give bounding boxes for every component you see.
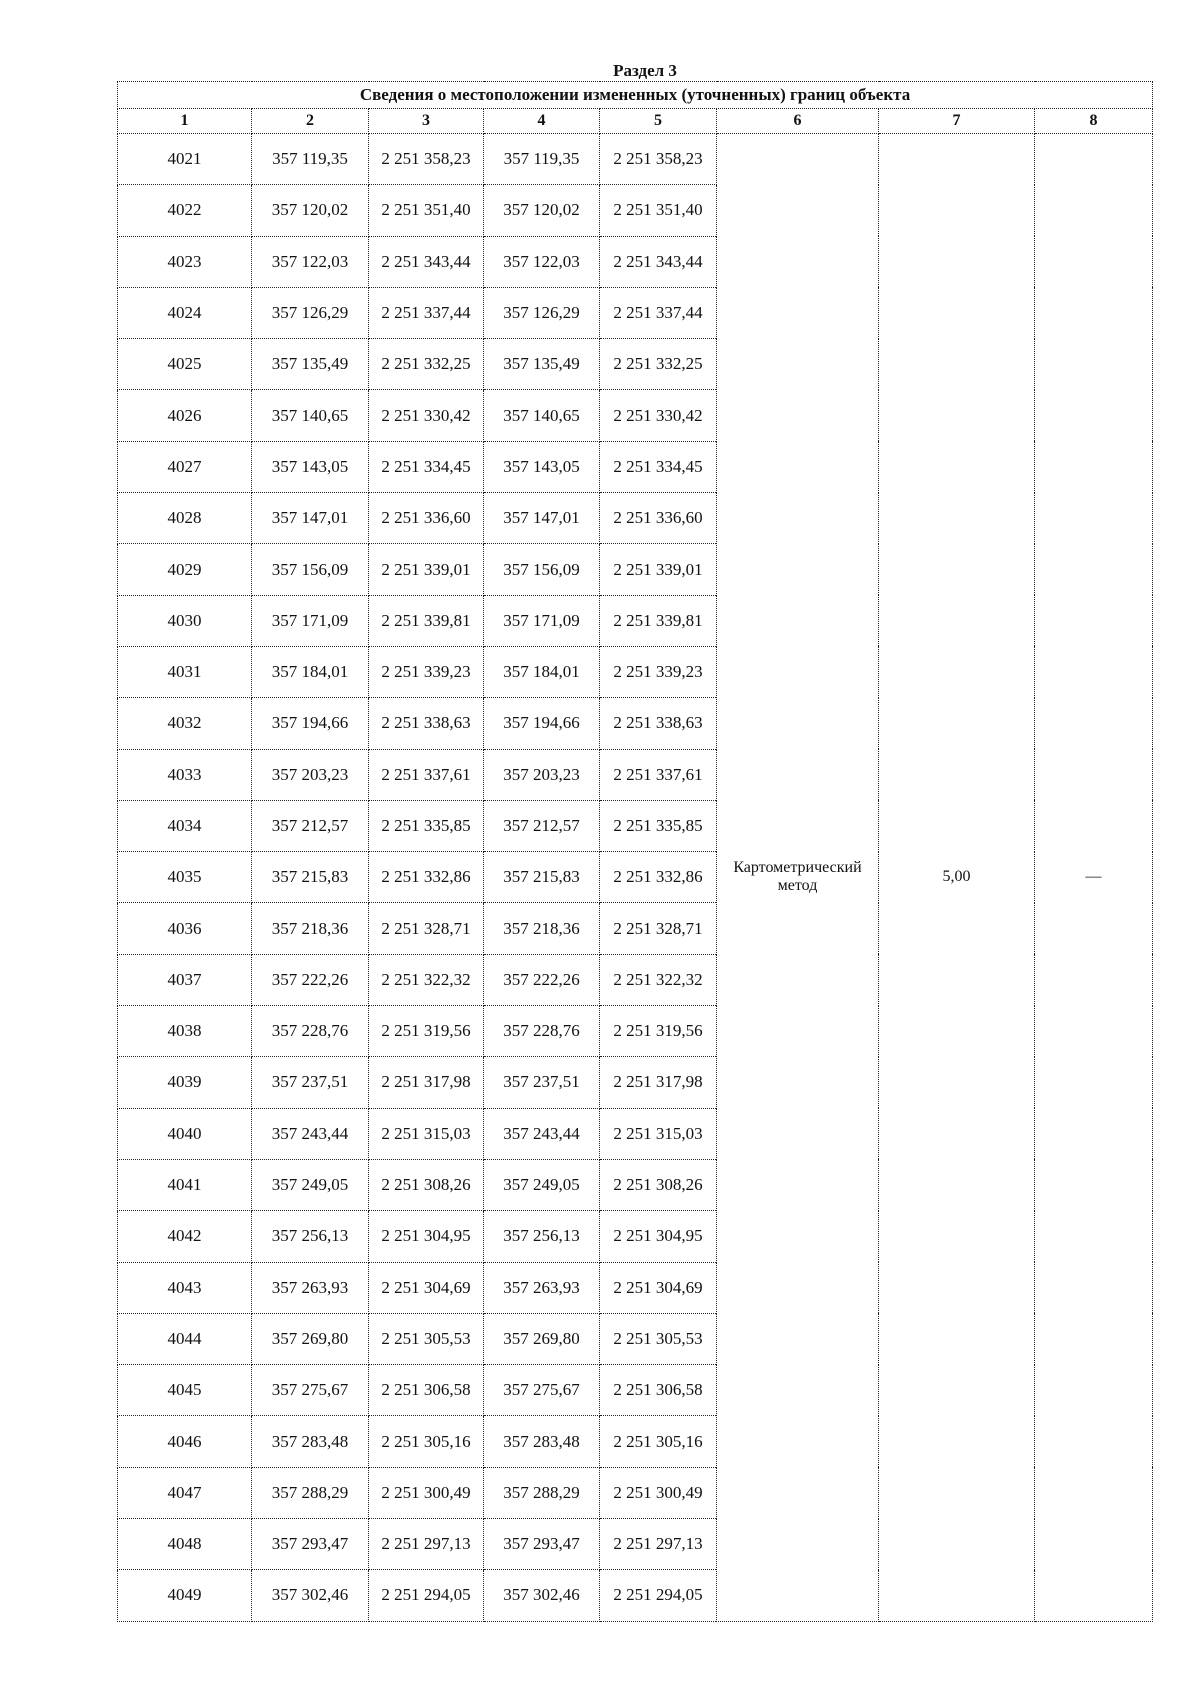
y-new-cell: 2 251 336,60	[600, 493, 717, 544]
x-existing-cell: 357 288,29	[252, 1467, 369, 1518]
point-number-cell: 4046	[118, 1416, 252, 1467]
x-new-cell: 357 126,29	[484, 287, 600, 338]
x-existing-cell: 357 140,65	[252, 390, 369, 441]
x-new-cell: 357 269,80	[484, 1313, 600, 1364]
column-number: 4	[484, 109, 600, 134]
x-existing-cell: 357 215,83	[252, 852, 369, 903]
x-new-cell: 357 135,49	[484, 339, 600, 390]
y-existing-cell: 2 251 337,61	[369, 749, 484, 800]
x-existing-cell: 357 156,09	[252, 544, 369, 595]
y-new-cell: 2 251 315,03	[600, 1108, 717, 1159]
x-new-cell: 357 184,01	[484, 646, 600, 697]
description-cell: —	[1035, 134, 1153, 1622]
y-new-cell: 2 251 330,42	[600, 390, 717, 441]
x-existing-cell: 357 122,03	[252, 236, 369, 287]
x-existing-cell: 357 275,67	[252, 1365, 369, 1416]
x-existing-cell: 357 237,51	[252, 1057, 369, 1108]
x-new-cell: 357 288,29	[484, 1467, 600, 1518]
x-existing-cell: 357 135,49	[252, 339, 369, 390]
point-number-cell: 4049	[118, 1570, 252, 1621]
point-number-cell: 4048	[118, 1519, 252, 1570]
x-existing-cell: 357 147,01	[252, 493, 369, 544]
y-new-cell: 2 251 351,40	[600, 185, 717, 236]
y-existing-cell: 2 251 305,53	[369, 1313, 484, 1364]
x-existing-cell: 357 283,48	[252, 1416, 369, 1467]
point-number-cell: 4031	[118, 646, 252, 697]
table-row	[118, 134, 1153, 185]
table-body	[118, 134, 1153, 1622]
y-existing-cell: 2 251 305,16	[369, 1416, 484, 1467]
point-number-cell: 4032	[118, 698, 252, 749]
point-number-cell: 4023	[118, 236, 252, 287]
x-new-cell: 357 194,66	[484, 698, 600, 749]
x-new-cell: 357 263,93	[484, 1262, 600, 1313]
x-existing-cell: 357 143,05	[252, 441, 369, 492]
point-number-cell: 4043	[118, 1262, 252, 1313]
point-number-cell: 4024	[118, 287, 252, 338]
column-number: 2	[252, 109, 369, 134]
y-existing-cell: 2 251 297,13	[369, 1519, 484, 1570]
x-new-cell: 357 212,57	[484, 800, 600, 851]
x-new-cell: 357 293,47	[484, 1519, 600, 1570]
method-text-line1: Картометрический	[733, 859, 862, 877]
point-number-cell: 4026	[118, 390, 252, 441]
y-new-cell: 2 251 317,98	[600, 1057, 717, 1108]
point-number-cell: 4035	[118, 852, 252, 903]
point-number-cell: 4047	[118, 1467, 252, 1518]
x-new-cell: 357 283,48	[484, 1416, 600, 1467]
point-number-cell: 4021	[118, 134, 252, 185]
y-new-cell: 2 251 332,25	[600, 339, 717, 390]
x-new-cell: 357 275,67	[484, 1365, 600, 1416]
x-new-cell: 357 237,51	[484, 1057, 600, 1108]
column-number: 1	[118, 109, 252, 134]
y-existing-cell: 2 251 304,69	[369, 1262, 484, 1313]
y-existing-cell: 2 251 300,49	[369, 1467, 484, 1518]
x-existing-cell: 357 218,36	[252, 903, 369, 954]
x-existing-cell: 357 120,02	[252, 185, 369, 236]
y-new-cell: 2 251 304,95	[600, 1211, 717, 1262]
x-new-cell: 357 147,01	[484, 493, 600, 544]
y-new-cell: 2 251 306,58	[600, 1365, 717, 1416]
y-new-cell: 2 251 338,63	[600, 698, 717, 749]
x-new-cell: 357 156,09	[484, 544, 600, 595]
y-new-cell: 2 251 332,86	[600, 852, 717, 903]
x-new-cell: 357 140,65	[484, 390, 600, 441]
y-existing-cell: 2 251 317,98	[369, 1057, 484, 1108]
x-existing-cell: 357 243,44	[252, 1108, 369, 1159]
y-new-cell: 2 251 322,32	[600, 954, 717, 1005]
y-new-cell: 2 251 339,23	[600, 646, 717, 697]
point-number-cell: 4042	[118, 1211, 252, 1262]
point-number-cell: 4034	[118, 800, 252, 851]
y-existing-cell: 2 251 319,56	[369, 1006, 484, 1057]
y-new-cell: 2 251 328,71	[600, 903, 717, 954]
x-new-cell: 357 203,23	[484, 749, 600, 800]
y-existing-cell: 2 251 343,44	[369, 236, 484, 287]
point-number-cell: 4039	[118, 1057, 252, 1108]
x-existing-cell: 357 269,80	[252, 1313, 369, 1364]
y-existing-cell: 2 251 328,71	[369, 903, 484, 954]
column-number: 6	[717, 109, 879, 134]
y-new-cell: 2 251 305,53	[600, 1313, 717, 1364]
point-number-cell: 4045	[118, 1365, 252, 1416]
x-existing-cell: 357 126,29	[252, 287, 369, 338]
y-new-cell: 2 251 335,85	[600, 800, 717, 851]
y-existing-cell: 2 251 332,86	[369, 852, 484, 903]
boundary-coordinates-table	[117, 81, 1153, 1622]
point-number-cell: 4044	[118, 1313, 252, 1364]
y-existing-cell: 2 251 351,40	[369, 185, 484, 236]
y-new-cell: 2 251 337,44	[600, 287, 717, 338]
y-existing-cell: 2 251 339,23	[369, 646, 484, 697]
y-existing-cell: 2 251 330,42	[369, 390, 484, 441]
x-new-cell: 357 256,13	[484, 1211, 600, 1262]
column-number: 5	[600, 109, 717, 134]
column-number: 3	[369, 109, 484, 134]
y-existing-cell: 2 251 339,01	[369, 544, 484, 595]
point-number-cell: 4028	[118, 493, 252, 544]
method-text-line2: метод	[777, 877, 818, 895]
y-new-cell: 2 251 339,01	[600, 544, 717, 595]
x-existing-cell: 357 212,57	[252, 800, 369, 851]
y-new-cell: 2 251 337,61	[600, 749, 717, 800]
y-new-cell: 2 251 319,56	[600, 1006, 717, 1057]
y-new-cell: 2 251 305,16	[600, 1416, 717, 1467]
x-existing-cell: 357 293,47	[252, 1519, 369, 1570]
x-new-cell: 357 243,44	[484, 1108, 600, 1159]
point-number-cell: 4041	[118, 1159, 252, 1210]
x-new-cell: 357 302,46	[484, 1570, 600, 1621]
x-new-cell: 357 215,83	[484, 852, 600, 903]
section-title: Раздел 3	[613, 61, 677, 80]
y-existing-cell: 2 251 339,81	[369, 595, 484, 646]
y-existing-cell: 2 251 306,58	[369, 1365, 484, 1416]
x-new-cell: 357 222,26	[484, 954, 600, 1005]
x-new-cell: 357 228,76	[484, 1006, 600, 1057]
y-existing-cell: 2 251 322,32	[369, 954, 484, 1005]
y-existing-cell: 2 251 335,85	[369, 800, 484, 851]
point-number-cell: 4037	[118, 954, 252, 1005]
y-new-cell: 2 251 339,81	[600, 595, 717, 646]
y-existing-cell: 2 251 338,63	[369, 698, 484, 749]
y-existing-cell: 2 251 337,44	[369, 287, 484, 338]
y-existing-cell: 2 251 315,03	[369, 1108, 484, 1159]
x-existing-cell: 357 228,76	[252, 1006, 369, 1057]
x-existing-cell: 357 222,26	[252, 954, 369, 1005]
point-number-cell: 4022	[118, 185, 252, 236]
x-existing-cell: 357 263,93	[252, 1262, 369, 1313]
y-existing-cell: 2 251 336,60	[369, 493, 484, 544]
y-new-cell: 2 251 334,45	[600, 441, 717, 492]
column-number: 8	[1035, 109, 1153, 134]
y-existing-cell: 2 251 294,05	[369, 1570, 484, 1621]
point-number-cell: 4036	[118, 903, 252, 954]
y-existing-cell: 2 251 304,95	[369, 1211, 484, 1262]
y-new-cell: 2 251 297,13	[600, 1519, 717, 1570]
point-number-cell: 4040	[118, 1108, 252, 1159]
accuracy-cell: 5,00	[879, 134, 1035, 1622]
method-cell	[717, 134, 879, 1622]
point-number-cell: 4033	[118, 749, 252, 800]
x-existing-cell: 357 249,05	[252, 1159, 369, 1210]
x-new-cell: 357 249,05	[484, 1159, 600, 1210]
point-number-cell: 4025	[118, 339, 252, 390]
x-new-cell: 357 143,05	[484, 441, 600, 492]
y-existing-cell: 2 251 334,45	[369, 441, 484, 492]
x-existing-cell: 357 256,13	[252, 1211, 369, 1262]
x-new-cell: 357 218,36	[484, 903, 600, 954]
x-existing-cell: 357 302,46	[252, 1570, 369, 1621]
x-existing-cell: 357 203,23	[252, 749, 369, 800]
y-new-cell: 2 251 358,23	[600, 134, 717, 185]
column-number: 7	[879, 109, 1035, 134]
x-new-cell: 357 171,09	[484, 595, 600, 646]
x-new-cell: 357 122,03	[484, 236, 600, 287]
y-new-cell: 2 251 308,26	[600, 1159, 717, 1210]
y-new-cell: 2 251 304,69	[600, 1262, 717, 1313]
y-existing-cell: 2 251 358,23	[369, 134, 484, 185]
y-new-cell: 2 251 343,44	[600, 236, 717, 287]
y-new-cell: 2 251 294,05	[600, 1570, 717, 1621]
y-existing-cell: 2 251 308,26	[369, 1159, 484, 1210]
x-existing-cell: 357 119,35	[252, 134, 369, 185]
point-number-cell: 4038	[118, 1006, 252, 1057]
y-new-cell: 2 251 300,49	[600, 1467, 717, 1518]
point-number-cell: 4027	[118, 441, 252, 492]
table-caption: Сведения о местоположении измененных (уточненных) границ объекта	[118, 82, 1153, 109]
point-number-cell: 4030	[118, 595, 252, 646]
x-new-cell: 357 120,02	[484, 185, 600, 236]
x-new-cell: 357 119,35	[484, 134, 600, 185]
x-existing-cell: 357 171,09	[252, 595, 369, 646]
x-existing-cell: 357 184,01	[252, 646, 369, 697]
y-existing-cell: 2 251 332,25	[369, 339, 484, 390]
x-existing-cell: 357 194,66	[252, 698, 369, 749]
point-number-cell: 4029	[118, 544, 252, 595]
